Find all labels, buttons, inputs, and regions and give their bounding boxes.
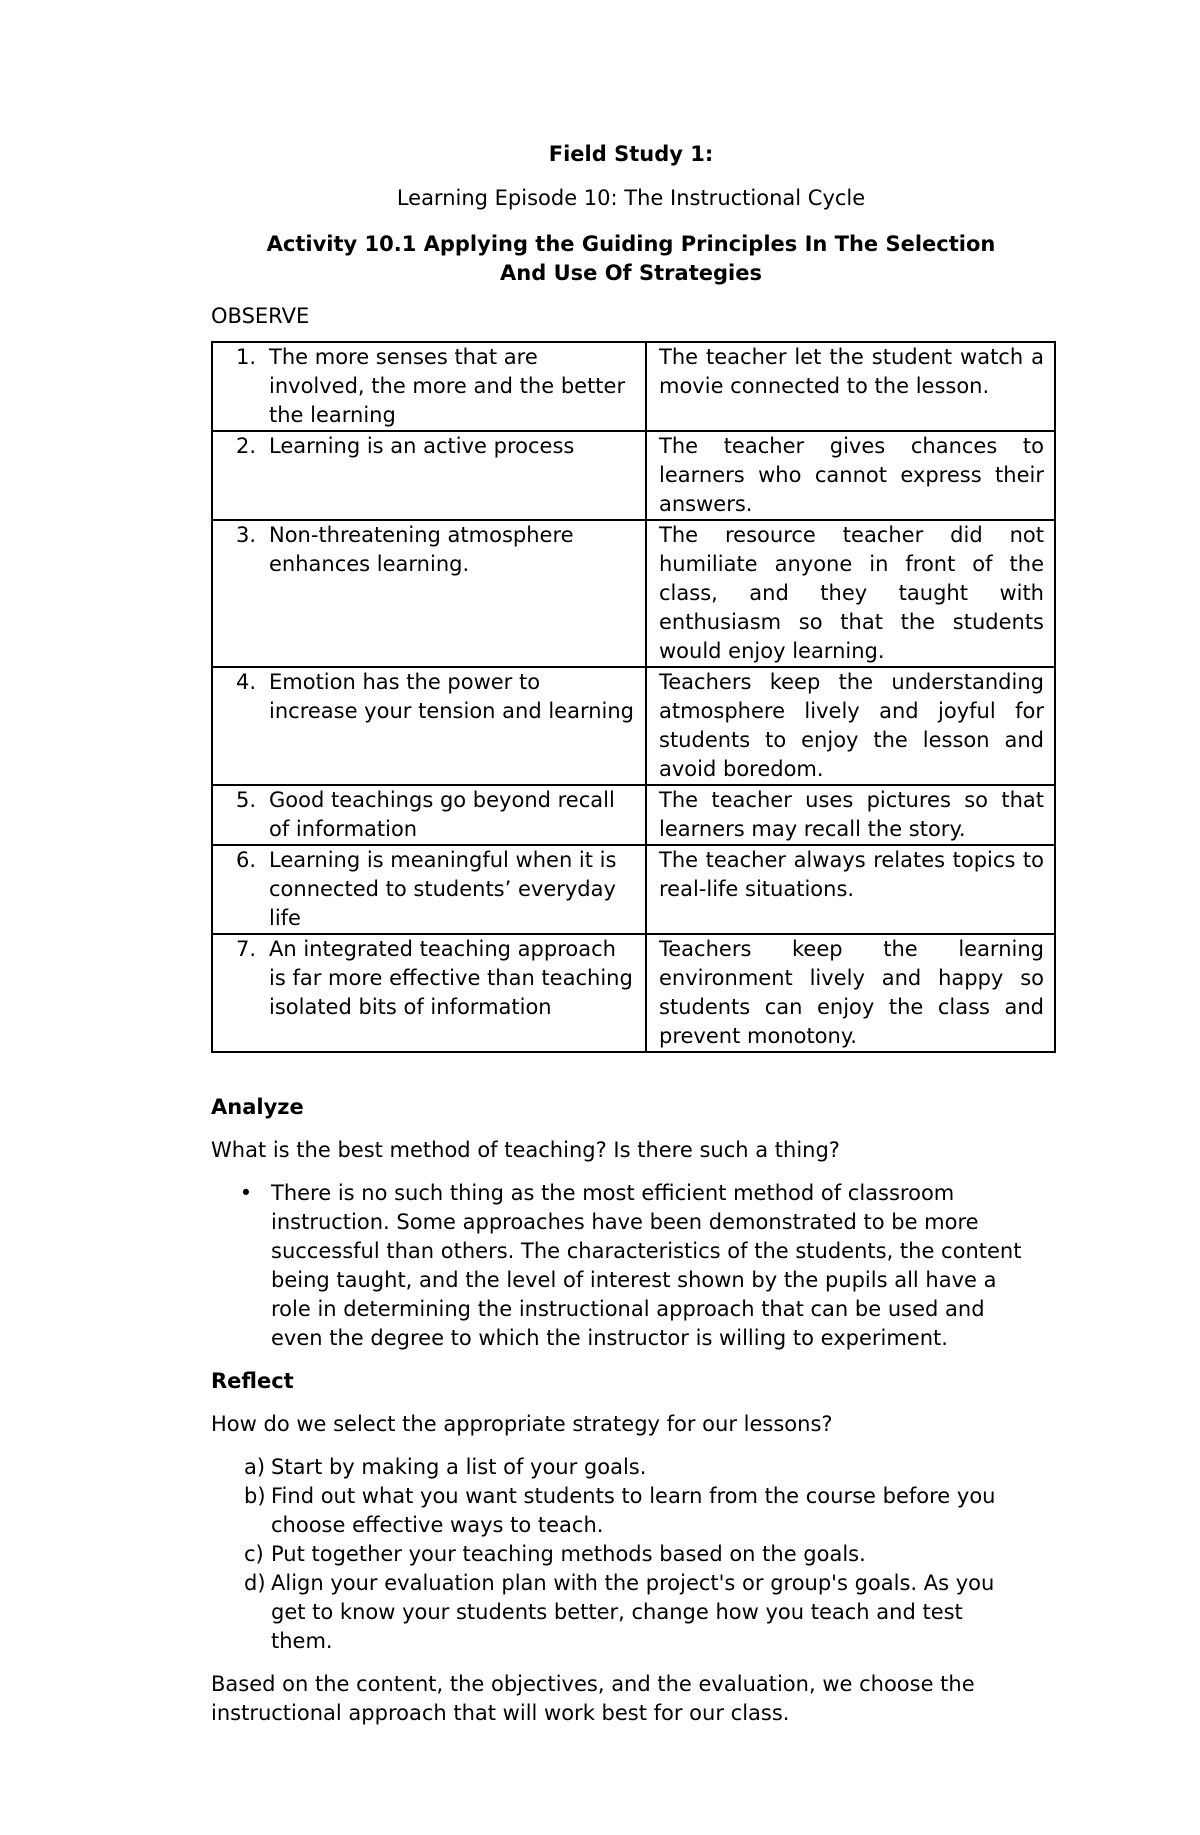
principle-number: 4.	[235, 670, 256, 694]
principle-number: 7.	[235, 937, 256, 961]
principle-text: The more senses that are involved, the more and the better the learning	[269, 345, 626, 427]
step-text: Find out what you want students to learn from the course before you choose effective ways to teach.	[271, 1484, 996, 1537]
principle-number: 6.	[235, 848, 256, 872]
principle-text: Learning is meaningful when it is connected to students’ everyday life	[269, 848, 617, 930]
reflect-question: How do we select the appropriate strategy for our lessons?	[211, 1412, 833, 1436]
observe-label: OBSERVE	[211, 304, 310, 328]
bullet-icon: •	[239, 1181, 253, 1205]
principle-number: 1.	[235, 345, 256, 369]
list-item	[211, 1179, 1051, 1353]
observation-cell: The teacher gives chances to learners who cannot express their answers.	[646, 431, 1055, 520]
conclusion-text: Based on the content, the objectives, and the evaluation, we choose the instructional approach that will work best for our class.	[211, 1672, 975, 1725]
document-content	[211, 140, 1051, 1728]
step-letter: a)	[244, 1455, 266, 1479]
list-item	[211, 1569, 1051, 1656]
principle-number: 5.	[235, 788, 256, 812]
step-text: Start by making a list of your goals.	[271, 1455, 647, 1479]
table-row	[212, 785, 1055, 845]
reflect-heading: Reflect	[211, 1369, 294, 1393]
table-row	[212, 934, 1055, 1052]
analyze-heading: Analyze	[211, 1095, 304, 1119]
principle-cell	[212, 431, 646, 520]
principle-text: Emotion has the power to increase your tension and learning	[269, 670, 635, 723]
principle-cell	[212, 785, 646, 845]
step-text: Put together your teaching methods based on the goals.	[271, 1542, 866, 1566]
table-row	[212, 520, 1055, 667]
observation-cell: Teachers keep the learning environment lively and happy so students can enjoy the class and prevent monotony.	[646, 934, 1055, 1052]
list-item	[211, 1540, 1051, 1569]
table-row	[212, 667, 1055, 785]
step-letter: c)	[244, 1542, 264, 1566]
table-row	[212, 342, 1055, 431]
steps-list	[211, 1453, 1051, 1656]
principle-cell	[212, 845, 646, 934]
activity-title: Activity 10.1 Applying the Guiding Principles In The Selection And Use Of Strategies	[266, 232, 996, 285]
observe-table	[211, 341, 1056, 1053]
step-text: Align your evaluation plan with the project's or group's goals. As you get to know your students better, change how you teach and test them.	[271, 1571, 995, 1653]
page-title: Field Study 1:	[548, 142, 714, 166]
step-letter: b)	[244, 1484, 266, 1508]
analyze-answer: There is no such thing as the most efficient method of classroom instruction. Some approaches have been demonstrated to be more successful than others. The characteristics of the students, the content being taught, and the level of interest shown by the pupils all have a role in determining the instructional approach that can be used and even the degree to which the instructor is willing to experiment.	[271, 1181, 1022, 1350]
principle-cell	[212, 667, 646, 785]
principle-cell	[212, 934, 646, 1052]
principle-text: Learning is an active process	[269, 434, 575, 458]
observation-cell: The resource teacher did not humiliate anyone in front of the class, and they taught with enthusiasm so that the students would enjoy learning.	[646, 520, 1055, 667]
analyze-question: What is the best method of teaching? Is there such a thing?	[211, 1138, 840, 1162]
principle-text: Good teachings go beyond recall of information	[269, 788, 615, 841]
principle-number: 3.	[235, 523, 256, 547]
observation-cell: The teacher let the student watch a movie connected to the lesson.	[646, 342, 1055, 431]
list-item	[211, 1453, 1051, 1482]
principle-cell	[212, 520, 646, 667]
principle-cell	[212, 342, 646, 431]
table-row	[212, 845, 1055, 934]
observation-cell: Teachers keep the understanding atmosphere lively and joyful for students to enjoy the lesson and avoid boredom.	[646, 667, 1055, 785]
observation-cell: The teacher always relates topics to real-life situations.	[646, 845, 1055, 934]
principle-text: Non-threatening atmosphere enhances learning.	[269, 523, 574, 576]
principle-number: 2.	[235, 434, 256, 458]
observation-cell: The teacher uses pictures so that learners may recall the story.	[646, 785, 1055, 845]
episode-title: Learning Episode 10: The Instructional Cycle	[396, 186, 866, 210]
step-letter: d)	[244, 1571, 266, 1595]
list-item	[211, 1482, 1051, 1540]
table-row	[212, 431, 1055, 520]
principle-text: An integrated teaching approach is far more effective than teaching isolated bits of information	[269, 937, 633, 1019]
